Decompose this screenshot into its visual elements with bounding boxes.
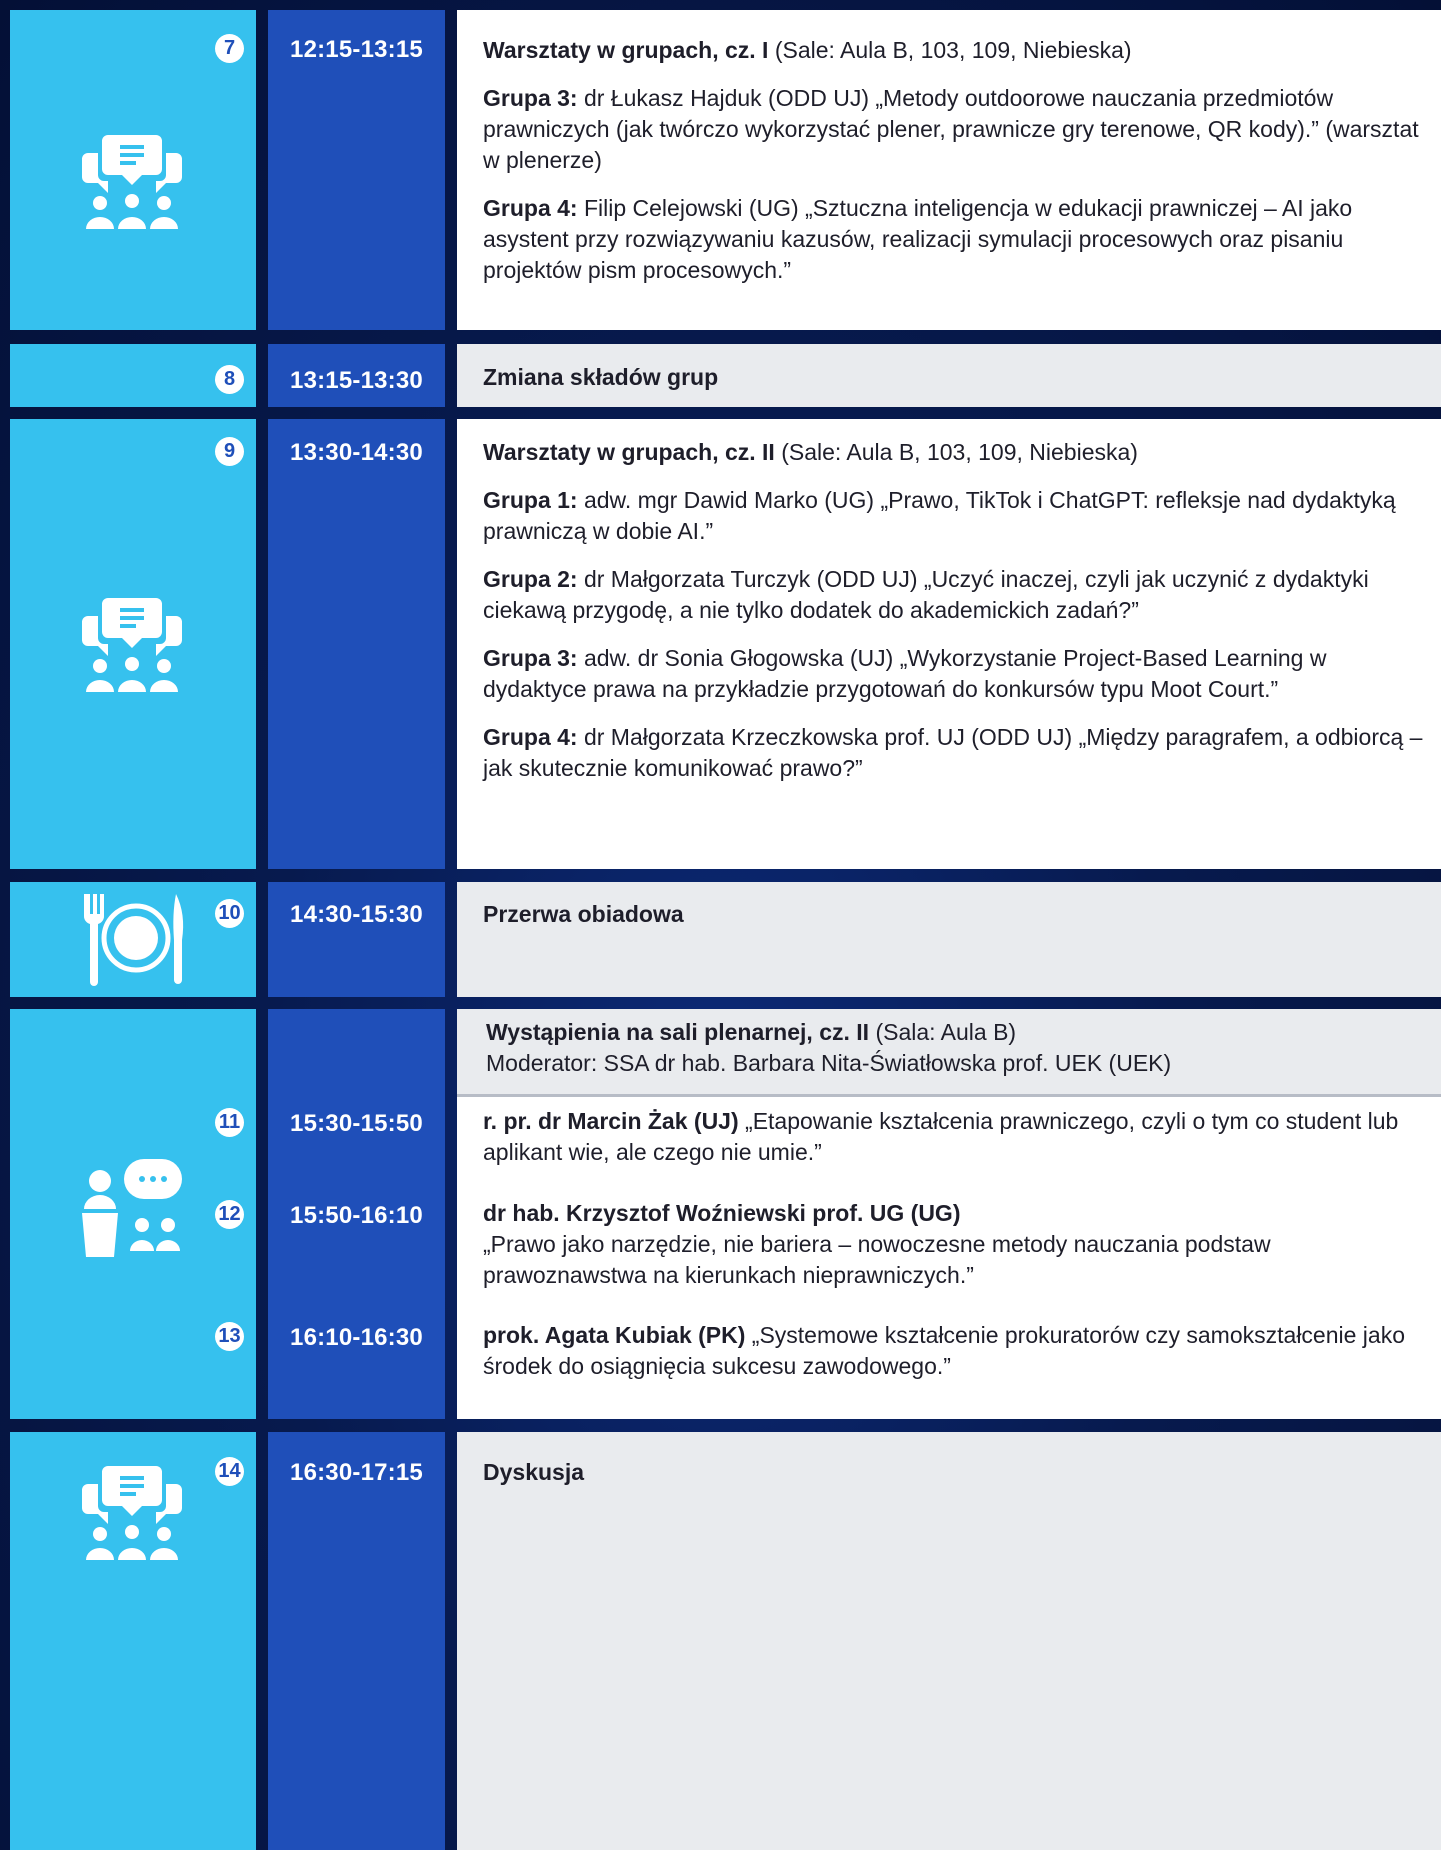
group-item: Grupa 4: Filip Celejowski (UG) „Sztuczna inteligencja w edukacji prawniczej – AI jako asystent przy rozwiązywaniu kazusów, realizacji symulacji procesowych oraz pisaniu projektów pism procesowych.” [483,195,1353,283]
content-cell [457,1432,1441,1850]
time-slot: 15:50-16:10 [290,1202,423,1229]
group-item: Grupa 2: dr Małgorzata Turczyk (ODD UJ) „Uczyć inaczej, czyli jak uczynić z dydaktyki ciekawą przygodę, a nie tylko dodatek do akademickich zadań?” [483,566,1369,623]
session-rooms: (Sale: Aula B, 103, 109, Niebieska) [774,439,1138,465]
item-number: 13 [215,1322,244,1351]
time-slot: 16:30-17:15 [290,1459,423,1486]
session-title: Wystąpienia na sali plenarnej, cz. II [486,1019,870,1045]
talk-title: „Prawo jako narzędzie, nie bariera – nowoczesne metody nauczania podstaw prawoznawstwa na kierunkach nieprawniczych.” [483,1231,1271,1288]
session-title: Warsztaty w grupach, cz. II [483,439,775,465]
group-item: Grupa 1: adw. mgr Dawid Marko (UG) „Prawo, TikTok i ChatGPT: refleksje nad dydaktyką prawniczą w dobie AI.” [483,487,1396,544]
item-number: 8 [215,365,244,394]
discussion-group-icon [78,131,186,231]
content-text [483,899,1433,930]
plenary-header [486,1017,1436,1079]
time-slot: 14:30-15:30 [290,901,423,928]
session-rooms: (Sala: Aula B) [869,1019,1017,1045]
item-number: 9 [215,437,244,466]
content-text [483,35,1433,303]
speaker-audience-icon [80,1159,188,1257]
time-slot: 13:15-13:30 [290,367,423,394]
time-cell [268,419,445,869]
agenda-row-14 [0,1432,1441,1850]
talk-title: „Etapowanie kształcenia prawniczego, czyli o tym co student lub aplikant wie, ale czego nie umie.” [483,1108,1399,1165]
group-item: Grupa 3: adw. dr Sonia Głogowska (UJ) „Wykorzystanie Project-Based Learning w dydaktyce prawa na przykładzie przygotowań do konkursów typu Moot Court.” [483,645,1327,702]
talk-item [483,1106,1433,1168]
session-rooms: (Sale: Aula B, 103, 109, Niebieska) [768,37,1132,63]
group-item: Grupa 4: dr Małgorzata Krzeczkowska prof. UJ (ODD UJ) „Między paragrafem, a odbiorcą – jak skutecznie komunikować prawo?” [483,724,1423,781]
item-number: 14 [215,1457,244,1486]
group-item: Grupa 3: dr Łukasz Hajduk (ODD UJ) „Metody outdoorowe nauczania przedmiotów prawniczych (jak twórczo wykorzystać plener, prawnicze gry terenowe, QR kody).” (warsztat w plenerze) [483,85,1419,173]
agenda-row-8 [0,344,1441,407]
item-number: 12 [215,1200,244,1229]
cutlery-plate-icon [80,892,188,987]
time-slot: 15:30-15:50 [290,1110,423,1137]
content-text [483,1457,1433,1488]
time-slot: 12:15-13:15 [290,36,423,63]
speaker: prok. Agata Kubiak (PK) [483,1322,746,1348]
discussion-group-icon [78,594,186,694]
agenda-row-7 [0,10,1441,330]
content-text [483,437,1433,801]
time-cell [268,1432,445,1850]
agenda-row-9 [0,419,1441,869]
session-title: Przerwa obiadowa [483,901,684,927]
agenda-row-10 [0,882,1441,997]
header-divider [457,1094,1441,1097]
item-number: 10 [215,899,244,928]
talk-item [483,1198,1433,1291]
session-title: Warsztaty w grupach, cz. I [483,37,769,63]
speaker: r. pr. dr Marcin Żak (UJ) [483,1108,739,1134]
time-slot: 13:30-14:30 [290,439,423,466]
item-number: 11 [215,1108,244,1137]
item-number: 7 [215,34,244,63]
agenda-row-plenary [0,1009,1441,1419]
talk-item [483,1320,1433,1382]
session-title: Zmiana składów grup [483,364,719,390]
moderator: Moderator: SSA dr hab. Barbara Nita-Światłowska prof. UEK (UEK) [486,1050,1172,1076]
time-cell [268,882,445,997]
session-title: Dyskusja [483,1459,585,1485]
content-text [483,362,1433,393]
time-slot: 16:10-16:30 [290,1324,423,1351]
speaker: dr hab. Krzysztof Woźniewski prof. UG (UG) [483,1200,961,1226]
discussion-group-icon [78,1462,186,1562]
talk-title: „Systemowe kształcenie prokuratorów czy samokształcenie jako środek do osiągnięcia sukcesu zawodowego.” [483,1322,1405,1379]
